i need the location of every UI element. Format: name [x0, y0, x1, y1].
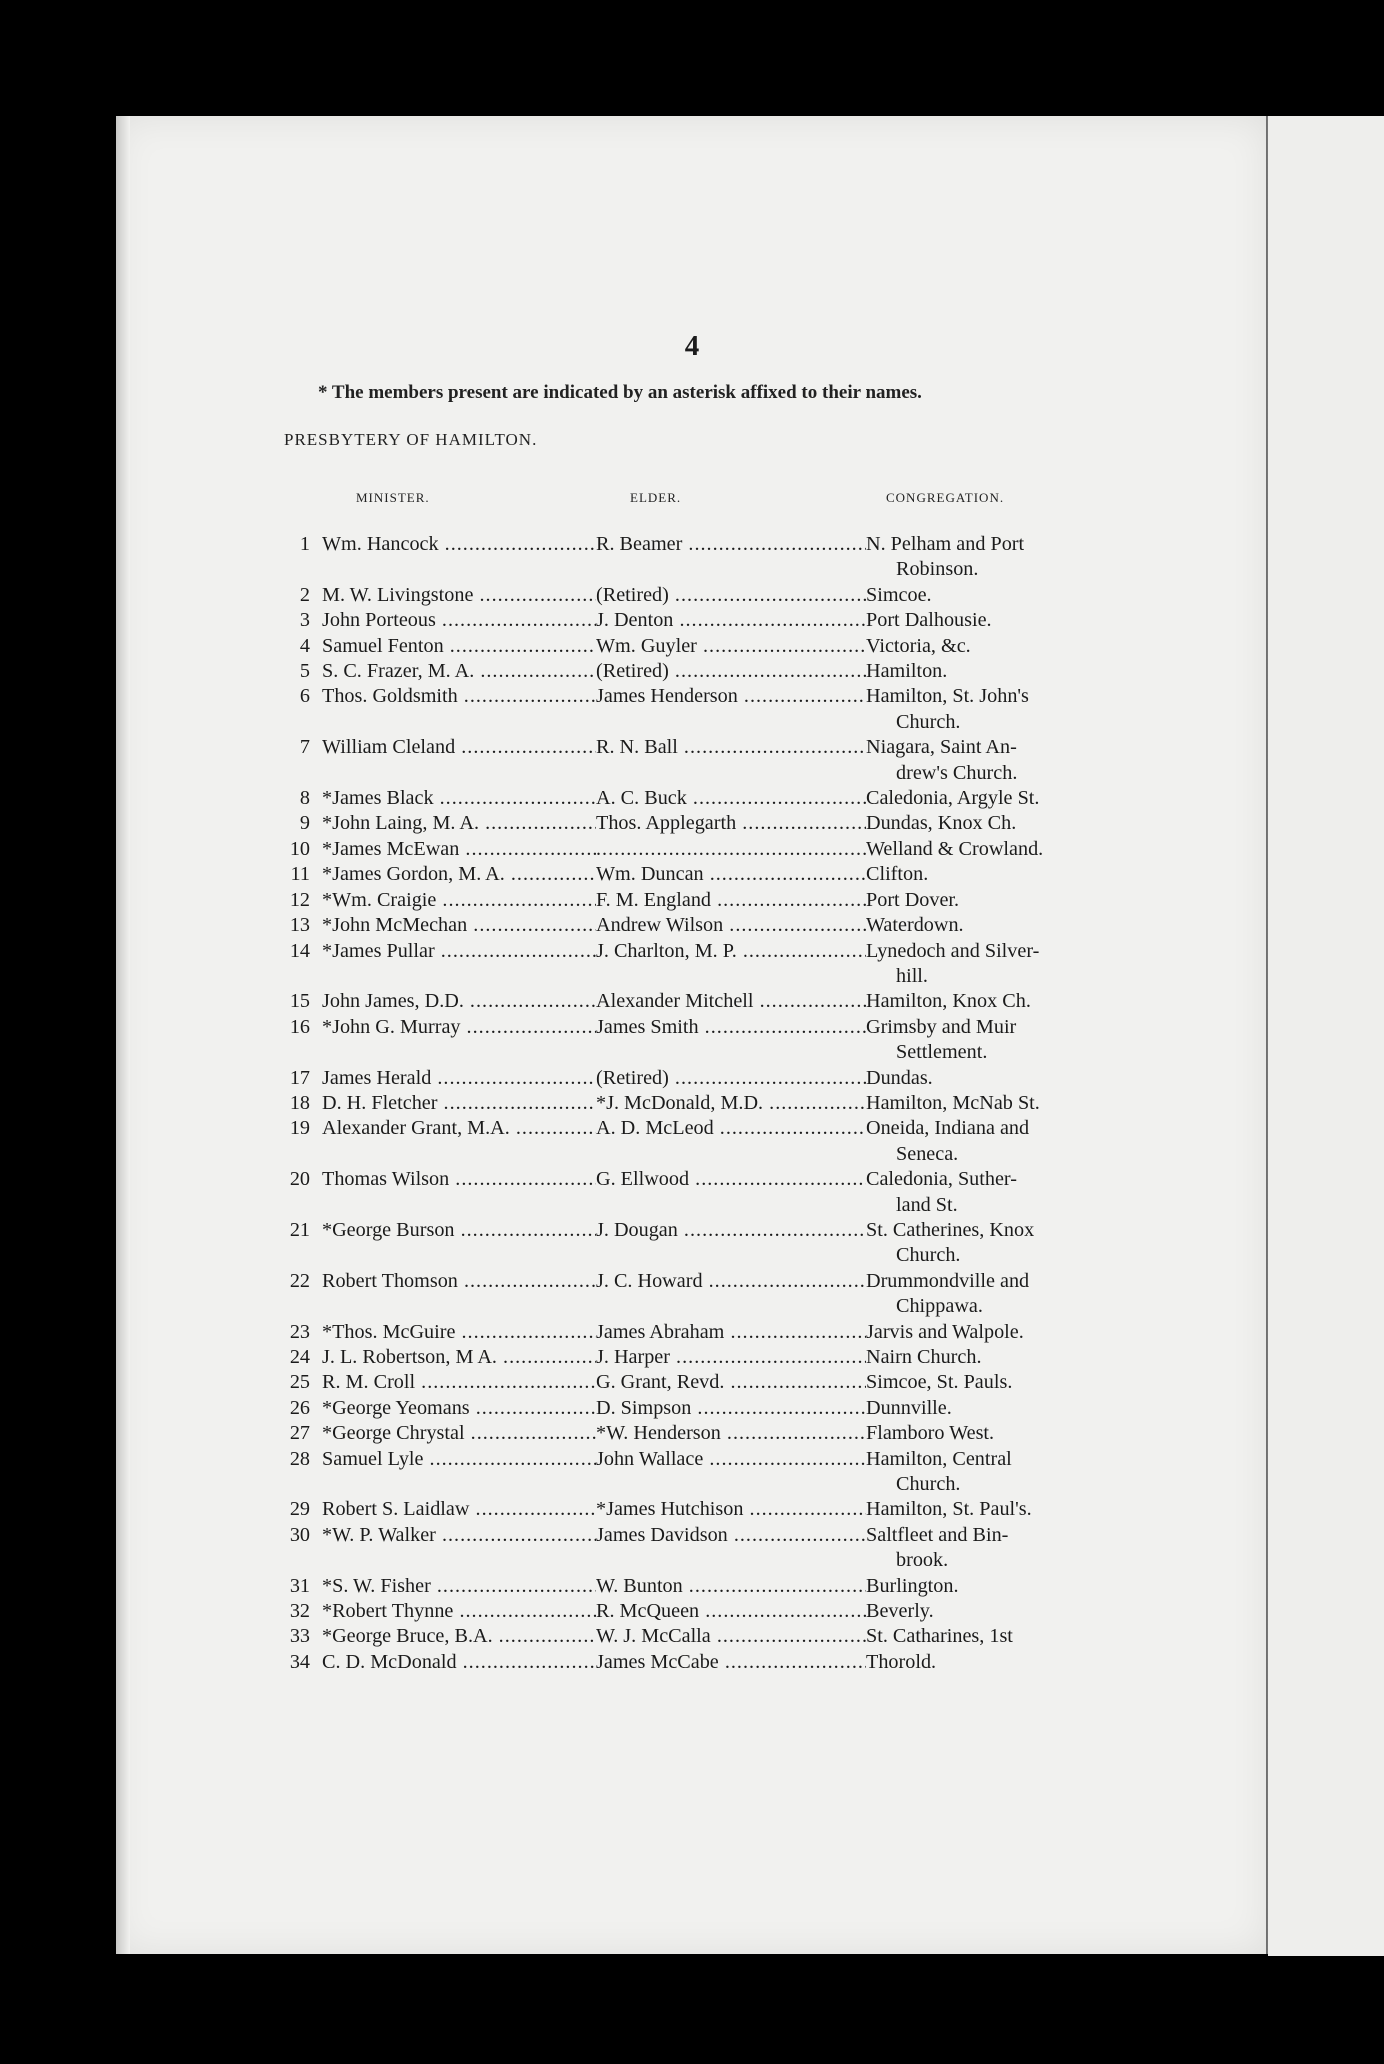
minister-name: *John McMechan .....	[322, 913, 596, 938]
row-number: 25	[289, 1371, 310, 1394]
presbytery-heading: PRESBYTERY OF HAMILTON.	[284, 430, 538, 449]
elder-name: Thos. Applegarth .....	[596, 811, 866, 836]
congregation-line: St. Catharines, 1st	[866, 1625, 1013, 1648]
roll-row	[282, 634, 1126, 659]
roll-row	[282, 735, 1126, 786]
congregation-line: Hamilton.	[866, 660, 948, 683]
congregation-line: Grimsby and Muir	[866, 1015, 1017, 1038]
roll-row	[282, 1624, 1126, 1649]
elder-name: G. Grant, Revd. .....	[596, 1370, 866, 1395]
elder-name: R. Beamer .....	[596, 532, 866, 557]
congregation-line: Port Dover.	[866, 888, 960, 911]
congregation-name	[866, 1015, 1126, 1066]
congregation-line: Niagara, Saint An-	[866, 736, 1017, 759]
minister-name: *W. P. Walker .....	[322, 1523, 596, 1548]
congregation-line: Nairn Church.	[866, 1346, 982, 1368]
congregation-name	[866, 659, 1126, 684]
row-number: 12	[289, 888, 310, 911]
congregation-line: Caledonia, Suther-	[866, 1168, 1017, 1191]
row-number: 2	[299, 583, 310, 606]
elder-name: W. Bunton .....	[596, 1574, 866, 1599]
congregation-name	[866, 1396, 1126, 1421]
congregation-name	[866, 1421, 1126, 1446]
roll-row	[282, 684, 1126, 735]
congregation-continuation: Church.	[896, 1473, 961, 1496]
elder-name: Wm. Duncan .....	[596, 862, 866, 887]
minister-name: R. M. Croll .....	[322, 1370, 596, 1395]
elder-name: J. Denton .....	[596, 608, 866, 633]
congregation-line: Flamboro West.	[866, 1422, 995, 1445]
minister-name: James Herald .....	[322, 1066, 596, 1091]
elder-name	[596, 837, 866, 862]
row-number: 23	[289, 1320, 310, 1343]
minister-name: *James Black .....	[322, 786, 596, 811]
row-number: 6	[299, 685, 310, 708]
congregation-name	[866, 1091, 1126, 1116]
congregation-name	[866, 1447, 1126, 1498]
congregation-line: Oneida, Indiana and	[866, 1117, 1030, 1140]
congregation-continuation: Robinson.	[896, 558, 979, 581]
minister-name: *James Pullar .....	[322, 939, 596, 964]
congregation-name	[866, 989, 1126, 1014]
column-header-minister: MINISTER.	[356, 490, 430, 505]
roll-row	[282, 989, 1126, 1014]
roll-row	[282, 939, 1126, 990]
minister-name: *Thos. McGuire .....	[322, 1320, 596, 1345]
congregation-line: Dundas.	[866, 1066, 933, 1089]
row-number: 31	[289, 1574, 310, 1597]
elder-name: J. Harper .....	[596, 1345, 866, 1370]
congregation-continuation: brook.	[896, 1549, 949, 1572]
row-number: 3	[299, 609, 310, 632]
congregation-continuation: land St.	[896, 1193, 958, 1216]
congregation-name	[866, 735, 1126, 786]
minister-name: *James McEwan .....	[322, 837, 596, 862]
congregation-line: Burlington.	[866, 1574, 959, 1597]
roll-row	[282, 1650, 1126, 1675]
elder-name: *J. McDonald, M.D. .....	[596, 1091, 866, 1116]
row-number: 18	[289, 1091, 310, 1114]
minister-name: *John G. Murray .....	[322, 1015, 596, 1040]
congregation-continuation: hill.	[896, 964, 928, 987]
column-header-elder: ELDER.	[630, 490, 682, 505]
roll-row	[282, 913, 1126, 938]
minister-name: *John Laing, M. A. .....	[322, 811, 596, 836]
elder-name: James Davidson .....	[596, 1523, 866, 1548]
elder-name: (Retired) .....	[596, 659, 866, 684]
roll-row	[282, 1167, 1126, 1218]
row-number: 19	[289, 1117, 310, 1140]
congregation-name	[866, 1650, 1126, 1675]
congregation-line: Simcoe, St. Pauls.	[866, 1371, 1013, 1394]
minister-name: M. W. Livingstone .....	[322, 583, 596, 608]
elder-name: R. N. Ball .....	[596, 735, 866, 760]
congregation-name	[866, 1624, 1126, 1649]
row-number: 9	[299, 812, 310, 835]
elder-name: *W. Henderson .....	[596, 1421, 866, 1446]
minister-name: Robert S. Laidlaw .....	[322, 1497, 596, 1522]
congregation-line: Drummondville and	[866, 1269, 1030, 1292]
row-number: 14	[289, 939, 310, 962]
roll-row	[282, 1116, 1126, 1167]
roll-row	[282, 1599, 1126, 1624]
congregation-name	[866, 1269, 1126, 1320]
elder-name: Alexander Mitchell .....	[596, 989, 866, 1014]
congregation-name	[866, 1320, 1126, 1345]
congregation-continuation: drew's Church.	[896, 761, 1018, 784]
congregation-line: Caledonia, Argyle St.	[866, 787, 1040, 810]
congregation-name	[866, 1497, 1126, 1522]
congregation-name	[866, 1066, 1126, 1091]
row-number: 11	[290, 863, 310, 886]
asterisk-note: * The members present are indicated by an asterisk affixed to their names.	[318, 382, 922, 403]
congregation-name	[866, 1523, 1126, 1574]
congregation-line: Hamilton, Central	[866, 1447, 1012, 1470]
congregation-continuation: Church.	[896, 1244, 961, 1267]
page-edge-shadow	[116, 116, 130, 1954]
roll-row	[282, 1345, 1126, 1370]
row-number: 7	[299, 736, 310, 759]
elder-name: G. Ellwood .....	[596, 1167, 866, 1192]
elder-name: J. Charlton, M. P. .....	[596, 939, 866, 964]
congregation-name	[866, 684, 1126, 735]
elder-name: James McCabe .....	[596, 1650, 866, 1675]
minister-name: Wm. Hancock .....	[322, 532, 596, 557]
row-number: 15	[289, 990, 310, 1013]
row-number: 29	[289, 1498, 310, 1521]
row-number: 27	[289, 1422, 310, 1445]
elder-name: (Retired) .....	[596, 583, 866, 608]
roll-row	[282, 1421, 1126, 1446]
congregation-line: Welland & Crowland.	[866, 837, 1044, 860]
elder-name: (Retired) .....	[596, 1066, 866, 1091]
congregation-line: Hamilton, St. John's	[866, 685, 1029, 708]
row-number: 13	[289, 914, 310, 937]
minister-name: Robert Thomson .....	[322, 1269, 596, 1294]
elder-name: Andrew Wilson .....	[596, 913, 866, 938]
adjacent-page	[1268, 116, 1384, 1956]
minister-name: John James, D.D. .....	[322, 989, 596, 1014]
congregation-name	[866, 913, 1126, 938]
elder-name: F. M. England .....	[596, 888, 866, 913]
congregation-continuation: Settlement.	[896, 1041, 988, 1064]
row-number: 5	[299, 660, 310, 683]
congregation-line: Jarvis and Walpole.	[866, 1320, 1024, 1343]
roll-row	[282, 888, 1126, 913]
page-number: 4	[684, 330, 700, 362]
roll-row	[282, 1269, 1126, 1320]
congregation-line: Thorold.	[866, 1650, 937, 1673]
minister-name: *George Bruce, B.A. .....	[322, 1624, 596, 1649]
row-number: 26	[289, 1396, 310, 1419]
elder-name: John Wallace .....	[596, 1447, 866, 1472]
minister-name: Thomas Wilson .....	[322, 1167, 596, 1192]
elder-name: R. McQueen .....	[596, 1599, 866, 1624]
minister-name: C. D. McDonald .....	[322, 1650, 596, 1675]
minister-name: Thos. Goldsmith .....	[322, 684, 596, 709]
congregation-name	[866, 1116, 1126, 1167]
row-number: 1	[299, 533, 310, 555]
roll-row	[282, 583, 1126, 608]
row-number: 20	[289, 1168, 310, 1191]
minister-name: *George Yeomans .....	[322, 1396, 596, 1421]
minister-name: *S. W. Fisher .....	[322, 1574, 596, 1599]
congregation-line: Hamilton, McNab St.	[866, 1091, 1040, 1114]
roll-row	[282, 1447, 1126, 1498]
roll-row	[282, 786, 1126, 811]
congregation-name	[866, 1167, 1126, 1218]
elder-name: James Smith .....	[596, 1015, 866, 1040]
congregation-line: Port Dalhousie.	[866, 609, 992, 632]
minister-name: William Cleland .....	[322, 735, 596, 760]
minister-name: *Robert Thynne .....	[322, 1599, 596, 1624]
row-number: 22	[289, 1269, 310, 1292]
congregation-name	[866, 786, 1126, 811]
minister-name: J. L. Robertson, M A. .....	[322, 1345, 596, 1370]
minister-name: *Wm. Craigie .....	[322, 888, 596, 913]
row-number: 21	[289, 1218, 310, 1241]
congregation-line: Saltfleet and Bin-	[866, 1523, 1009, 1546]
congregation-name	[866, 583, 1126, 608]
congregation-name	[866, 888, 1126, 913]
congregation-name	[866, 608, 1126, 633]
congregation-line: Clifton.	[866, 863, 929, 886]
congregation-continuation: Church.	[896, 710, 961, 733]
minister-name: *James Gordon, M. A. .....	[322, 862, 596, 887]
roll-row	[282, 811, 1126, 836]
minister-name: Samuel Lyle .....	[322, 1447, 596, 1472]
congregation-line: Waterdown.	[866, 914, 964, 937]
row-number: 4	[299, 634, 310, 657]
congregation-line: St. Catherines, Knox	[866, 1218, 1035, 1241]
congregation-name	[866, 1345, 1126, 1370]
congregation-line: Victoria, &c.	[866, 634, 971, 657]
congregation-name	[866, 1218, 1126, 1269]
elder-name: A. C. Buck .....	[596, 786, 866, 811]
roll-row	[282, 532, 1126, 583]
row-number: 16	[289, 1015, 310, 1038]
minister-name: D. H. Fletcher .....	[322, 1091, 596, 1116]
row-number: 30	[289, 1523, 310, 1546]
row-number: 24	[289, 1346, 310, 1368]
roll-row	[282, 1320, 1126, 1345]
roll-row	[282, 1091, 1126, 1116]
elder-name: J. Dougan .....	[596, 1218, 866, 1243]
elder-name: J. C. Howard .....	[596, 1269, 866, 1294]
minister-name: Samuel Fenton .....	[322, 634, 596, 659]
row-number: 33	[289, 1625, 310, 1648]
row-number: 32	[289, 1600, 310, 1623]
congregation-name	[866, 811, 1126, 836]
congregation-continuation: Chippawa.	[896, 1295, 983, 1318]
congregation-name	[866, 939, 1126, 990]
roll-row	[282, 837, 1126, 862]
elder-name: W. J. McCalla .....	[596, 1624, 866, 1649]
roll-row	[282, 1218, 1126, 1269]
minister-name: *George Burson .....	[322, 1218, 596, 1243]
congregation-line: Simcoe.	[866, 583, 932, 606]
presbytery-roll	[282, 532, 1126, 1675]
minister-name: John Porteous .....	[322, 608, 596, 633]
roll-row	[282, 1574, 1126, 1599]
row-number: 28	[289, 1447, 310, 1470]
roll-row	[282, 1396, 1126, 1421]
roll-row	[282, 608, 1126, 633]
roll-row	[282, 659, 1126, 684]
roll-row	[282, 1015, 1126, 1066]
congregation-name	[866, 634, 1126, 659]
roll-row	[282, 1066, 1126, 1091]
congregation-line: Lynedoch and Silver-	[866, 939, 1040, 962]
column-header-congregation: CONGREGATION.	[886, 490, 1005, 505]
congregation-name	[866, 837, 1126, 862]
congregation-name	[866, 532, 1126, 583]
congregation-name	[866, 1574, 1126, 1599]
congregation-line: N. Pelham and Port	[866, 533, 1025, 555]
elder-name: James Abraham .....	[596, 1320, 866, 1345]
congregation-line: Hamilton, St. Paul's.	[866, 1498, 1032, 1521]
row-number: 8	[299, 787, 310, 810]
roll-row	[282, 862, 1126, 887]
elder-name: Wm. Guyler .....	[596, 634, 866, 659]
roll-row	[282, 1370, 1126, 1395]
row-number: 10	[289, 837, 310, 860]
minister-name: S. C. Frazer, M. A. .....	[322, 659, 596, 684]
elder-name: James Henderson .....	[596, 684, 866, 709]
congregation-name	[866, 1370, 1126, 1395]
elder-name: *James Hutchison .....	[596, 1497, 866, 1522]
congregation-line: Dunnville.	[866, 1396, 952, 1419]
congregation-name	[866, 862, 1126, 887]
congregation-continuation: Seneca.	[896, 1142, 959, 1165]
elder-name: A. D. McLeod .....	[596, 1116, 866, 1141]
congregation-name	[866, 1599, 1126, 1624]
roll-row	[282, 1523, 1126, 1574]
row-number: 34	[289, 1650, 310, 1673]
congregation-line: Beverly.	[866, 1600, 934, 1623]
elder-name: D. Simpson .....	[596, 1396, 866, 1421]
congregation-line: Hamilton, Knox Ch.	[866, 990, 1031, 1013]
roll-row	[282, 1497, 1126, 1522]
row-number: 17	[289, 1066, 310, 1089]
minister-name: *George Chrystal .....	[322, 1421, 596, 1446]
congregation-line: Dundas, Knox Ch.	[866, 812, 1017, 835]
minister-name: Alexander Grant, M.A. .....	[322, 1116, 596, 1141]
